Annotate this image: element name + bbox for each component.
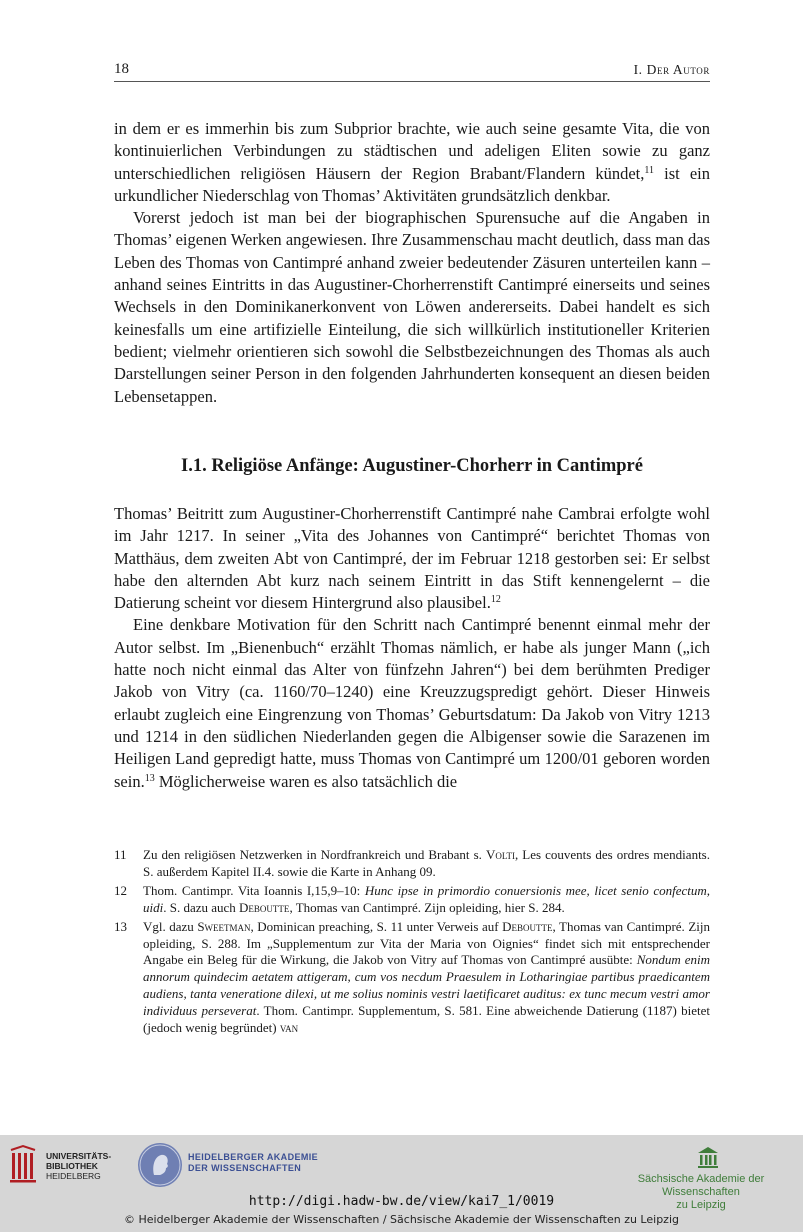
paragraph-4 xyxy=(114,614,710,792)
footnote-ref-13[interactable]: 13 xyxy=(144,772,155,784)
running-header xyxy=(114,61,710,82)
sa-line-1: Sächsische Akademie der Wissenschaften xyxy=(637,1173,765,1198)
author-name: Volti xyxy=(485,847,515,862)
paragraph-4-text: Eine denkbare Motivation für den Schritt nach Cantimpré benennt einmal mehr der Autor selbst. Im „Bienenbuch“ erzählt Thomas nämlich, er habe als junger Mann („ich hatte noch nicht einmal das Alter von fünfzehn Jahren“) bei dem berühmten Prediger Jakob von Vitry (ca. 1160/70–1240) eine Kreuzzugspredigt gehört. Dieser Hinweis erlaubt zugleich eine Eingrenzung von Thomas’ Geburtsdatum: Da Jakob von Vitry 1213 und 1214 in den südlichen Niederlanden gegen die Albigenser sowie die Sarazenen im Heiligen Land gepredigt hatte, muss Thomas von Cantimpré um 1200/01 geboren worden sein. xyxy=(114,615,710,791)
section-heading: I.1. Religiöse Anfänge: Augustiner-Chorherr in Cantimpré xyxy=(181,456,643,476)
paragraph-4-continuation: Möglicherweise waren es also tatsächlich die xyxy=(154,771,458,791)
author-name: Deboutte xyxy=(239,899,290,915)
hd-line-1: HEIDELBERGER AKADEMIE xyxy=(188,1152,319,1162)
footnote-text: , Les couvents des ordres mendiants. S. außerdem Kapitel II.4. sowie die Karte in Anhang 09. xyxy=(143,847,710,879)
paragraph-1-text: in dem er es immerhin bis zum Subprior brachte, wie auch seine gesamte Vita, die von kontinuierlichen Verbindungen zu städtischen und adeligen Eliten sowie zu ganz unterschiedlichen religiösen Häusern der Region Brabant/Flandern kündet, xyxy=(114,119,710,183)
footnote-number: 13 xyxy=(114,918,127,934)
footnote-text: , Thomas van Cantimpré. Zijn opleiding, hier S. 284. xyxy=(289,899,565,915)
footnote-ref-11[interactable]: 11 xyxy=(644,164,655,176)
paragraph-3 xyxy=(114,503,710,614)
footnote-text: . Thom. Cantimpr. Supplementum, S. 581. Eine abweichende Datierung (1187) bietet (jedoch wenig begründet) xyxy=(143,1003,710,1036)
paragraph-1 xyxy=(114,118,710,207)
author-name: van xyxy=(279,1020,299,1036)
footnote-11 xyxy=(114,847,710,881)
footnote-13 xyxy=(114,919,710,1037)
footnote-number: 12 xyxy=(114,882,127,898)
paragraph-3-text: Thomas’ Beitritt zum Augustiner-Chorherrenstift Cantimpré nahe Cambrai erfolgte wohl im Jahr 1217. In seiner „Vita des Johannes von Cantimpré“ berichtet Thomas von Matthäus, dem zweiten Abt von Cantimpré, der im Februar 1218 gestorben sei: Er selbst habe den alternden Abt kurz nach seinem Eintritt in das Stift kennengelernt – die Datierung scheint vor diesem Hintergrund also plausibel. xyxy=(114,504,710,613)
running-title: I. Der Autor xyxy=(633,62,710,77)
seal-profile-icon xyxy=(138,1143,182,1187)
ub-line-1: UNIVERSITÄTS- xyxy=(46,1151,112,1161)
footnote-text: . S. dazu auch xyxy=(163,899,240,915)
body-text-section xyxy=(114,503,710,793)
hd-line-2: DER WISSENSCHAFTEN xyxy=(188,1163,302,1173)
saxon-academy-building-icon xyxy=(696,1145,720,1169)
copyright-notice: © Heidelberger Akademie der Wissenschaften / Sächsische Akademie der Wissenschaften zu Leipzig xyxy=(123,1213,679,1226)
paragraph-1-continuation: ist ein urkundlicher Niederschlag von Thomas’ Aktivitäten grundsätzlich denkbar. xyxy=(114,163,711,205)
footnote-ref-12[interactable]: 12 xyxy=(490,594,501,606)
footnotes xyxy=(114,847,710,1039)
footnote-number: 11 xyxy=(114,847,127,862)
footnote-text: Thom. Cantimpr. Vita Ioannis I,15,9–10: xyxy=(143,882,365,898)
footnote-12 xyxy=(114,883,710,917)
footnote-text: , Thomas van Cantimpré. Zijn opleiding, S. 288. Im „Supplementum zur Vita der Maria von Oignies“ findet sich mit entsprechender Angabe ein Beleg für die Wirkung, die Jakob von Vitry auf Thomas von Cantimpré ausübte: xyxy=(143,918,710,968)
author-name: Deboutte xyxy=(502,918,553,934)
sa-line-2: zu Leipzig xyxy=(676,1199,726,1211)
footnote-text: , Dominican preaching, S. 11 unter Verweis auf xyxy=(250,918,503,934)
ub-line-2: BIBLIOTHEK xyxy=(46,1161,98,1171)
university-library-logo-icon xyxy=(9,1144,37,1184)
latin-quote: Hunc ipse in primordio conuersionis mee, licet senio confectum, uidi xyxy=(143,882,710,915)
ub-line-3: HEIDELBERG xyxy=(46,1171,101,1181)
body-text-top xyxy=(114,118,710,408)
page-number: 18 xyxy=(114,61,129,77)
heidelberg-academy-name xyxy=(188,1152,318,1174)
academy-seal-icon xyxy=(138,1143,182,1187)
latin-quote: Nondum enim annorum quindecim aetatem attigeram, cum vos necdum Praesulem in Lotharingiae partibus praedicantem audiens, tanta veneratione dilexi, ut me solius nominis vestri laetificaret auditus: ex tunc mecum vestri amor individuus perseverat xyxy=(143,952,710,1019)
permalink-url[interactable]: http://digi.hadw-bw.de/view/kai7_1/0019 xyxy=(248,1194,555,1209)
footer-band xyxy=(0,1135,803,1232)
paragraph-2: Vorerst jedoch ist man bei der biographischen Spurensuche auf die Angaben in Thomas’ eigenen Werken angewiesen. Ihre Zusammenschau macht deutlich, dass man das Leben des Thomas von Cantimpré anhand zweier bedeutender Zäsuren unterteilen kann – anhand seines Eintritts in das Augustiner-Chorherrenstift Cantimpré einerseits und seines Wechsels in den Dominikanerkonvent von Löwen andererseits. Dabei handelt es sich keinesfalls um eine artifizielle Einteilung, die sich willkürlich institutioneller Kriterien bedient; vielmehr orientieren sich sowohl die Selbstbezeichnungen des Thomas als auch Darstellungen seiner Person in den folgenden Jahrhunderten konsequent an diesen beiden Lebensetappen. xyxy=(114,208,710,406)
university-library-name xyxy=(46,1151,111,1181)
footnote-text: Zu den religiösen Netzwerken in Nordfrankreich und Brabant s. xyxy=(143,847,486,862)
footnote-text: Vgl. dazu xyxy=(143,918,198,934)
author-name: Sweetman xyxy=(197,918,251,934)
